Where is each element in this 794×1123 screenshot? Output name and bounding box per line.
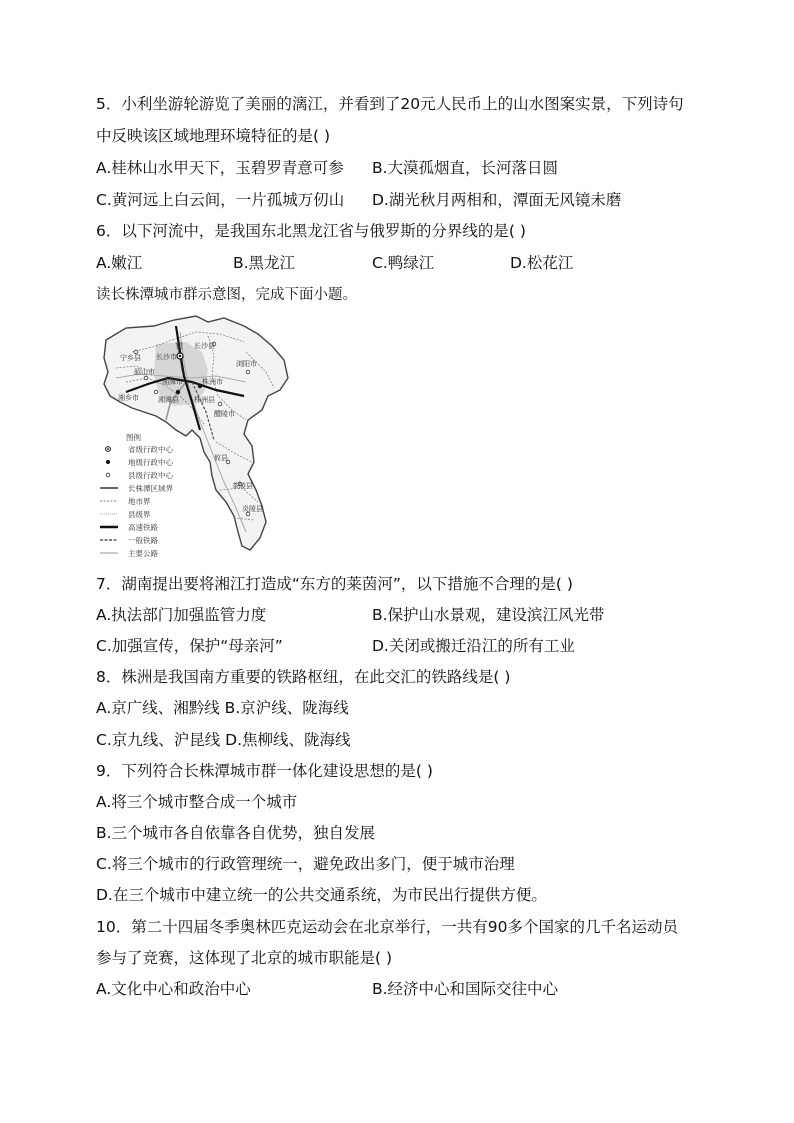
label-zhuzhou-county: 株洲县 [194, 396, 215, 404]
q6-option-c: C.鸭绿江 [372, 254, 435, 272]
legend-item-2: 县级行政中心 [128, 471, 173, 480]
q9-stem: 9．下列符合长株潭城市群一体化建设思想的是( ) [96, 762, 433, 780]
q10-option-a: A.文化中心和政治中心 [96, 980, 251, 998]
q6-option-b: B.黑龙江 [233, 254, 296, 272]
legend-item-4: 地市界 [128, 497, 151, 506]
label-yanling: 炎陵县 [242, 505, 263, 513]
q9-option-d: D.在三个城市中建立统一的公共交通系统，为市民出行提供方便。 [96, 886, 547, 904]
legend-item-0: 省级行政中心 [128, 445, 173, 454]
label-wangcheng: 望 [176, 342, 183, 350]
q5-option-d: D.湖光秋月两相和，潭面无风镜未磨 [372, 191, 622, 209]
label-xiangxiang: 湘乡市 [118, 394, 139, 402]
legend-item-8: 主要公路 [128, 549, 158, 558]
label-ningxiang: 宁乡县 [120, 354, 141, 362]
label-youxian: 攸县 [214, 454, 228, 462]
legend-title: 图例 [126, 433, 141, 442]
q5-option-b: B.大漠孤烟直，长河落日圆 [372, 159, 559, 177]
q9-option-b: B.三个城市各自依靠各自优势，独自发展 [96, 824, 376, 842]
label-changsha-county: 长沙县 [194, 342, 215, 350]
label-liuyang: 浏阳市 [236, 360, 257, 368]
label-xiangtan: 湘潭市 [162, 378, 183, 386]
q6-option-a: A.嫩江 [96, 254, 143, 272]
q8-options-row1: A.京广线、湘黔线 B.京沪线、陇海线 [96, 699, 349, 717]
legend-item-7: 一般铁路 [128, 536, 158, 545]
q7-option-d: D.关闭或搬迁沿江的所有工业 [372, 637, 575, 655]
q9-option-a: A.将三个城市整合成一个城市 [96, 793, 298, 811]
label-zhuzhou: 株洲市 [202, 378, 223, 386]
q5-option-a: A.桂林山水甲天下，玉碧罗青意可参 [96, 159, 344, 177]
xiangtan-marker [176, 390, 180, 394]
q7-stem: 7．湖南提出要将湘江打造成“东方的莱茵河”，以下措施不合理的是( ) [96, 575, 573, 593]
q9-option-c: C.将三个城市的行政管理统一，避免政出多门，便于城市治理 [96, 855, 515, 873]
q5-stem-line1: 5．小利坐游轮游览了美丽的漓江，并看到了20元人民币上的山水图案实景，下列诗句 [96, 95, 684, 113]
label-chaling: 茶陵县 [232, 482, 253, 490]
changzhutan-map [96, 312, 296, 564]
q8-stem: 8．株洲是我国南方重要的铁路枢纽，在此交汇的铁路线是( ) [96, 668, 511, 686]
legend-item-3: 长株潭区域界 [128, 484, 173, 493]
q5-option-c: C.黄河远上白云间，一片孤城万仞山 [96, 191, 345, 209]
label-xiangtan-county: 湘潭县 [158, 396, 179, 404]
q6-option-d: D.松花江 [510, 254, 574, 272]
q6-stem: 6．以下河流中，是我国东北黑龙江省与俄罗斯的分界线的是( ) [96, 222, 526, 240]
q7-option-c: C.加强宣传，保护“母亲河” [96, 637, 283, 655]
map-intro: 读长株潭城市群示意图，完成下面小题。 [96, 287, 357, 303]
label-changsha: 长沙市 [156, 353, 177, 361]
legend-item-5: 县级界 [128, 510, 151, 519]
q7-option-b: B.保护山水景观，建设滨江风光带 [372, 606, 605, 624]
legend-item-6: 高速铁路 [128, 523, 158, 532]
label-liling: 醴陵市 [214, 410, 235, 418]
legend-item-1: 地级行政中心 [128, 458, 173, 467]
q8-options-row2: C.京九线、沪昆线 D.焦柳线、陇海线 [96, 731, 351, 749]
label-shaoshan: 韶山市 [134, 368, 155, 376]
q7-option-a: A.执法部门加强监管力度 [96, 606, 267, 624]
q5-stem-line2: 中反映该区域地理环境特征的是( ) [96, 127, 331, 145]
q10-option-b: B.经济中心和国际交往中心 [372, 980, 559, 998]
q10-stem-line2: 参与了竞赛，这体现了北京的城市职能是( ) [96, 949, 393, 967]
q10-stem-line1: 10．第二十四届冬季奥林匹克运动会在北京举行，一共有90多个国家的几千名运动员 [96, 918, 678, 936]
map-legend [100, 432, 173, 558]
